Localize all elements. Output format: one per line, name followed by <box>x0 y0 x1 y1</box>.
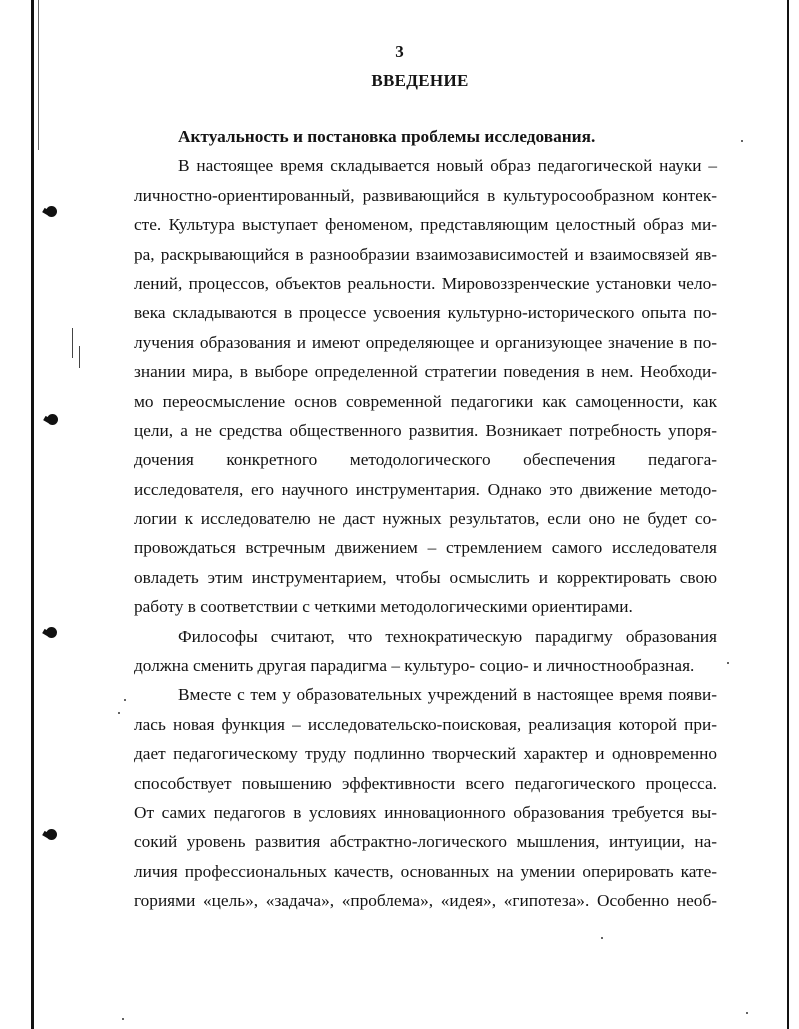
text-line: Философы считают, что технократическую парадигму образования <box>178 626 717 646</box>
text-line: логии к исследователю не даст нужных результатов, если оно не будет со- <box>134 509 717 529</box>
text-line: ра, раскрывающийся в разнообразии взаимозависимостей и взаимосвязей яв- <box>134 244 717 264</box>
scan-speck <box>124 699 126 701</box>
text-line: овладеть этим инструментарием, чтобы осмыслить и корректировать свою <box>134 567 717 587</box>
text-line: дает педагогическому труду подлинно творческий характер и одновременно <box>134 744 717 764</box>
subheading: Актуальность и постановка проблемы исследования. <box>178 127 596 146</box>
text-line: века складываются в процессе усвоения культурно-исторического опыта по- <box>134 303 717 323</box>
text-line: гориями «цель», «задача», «проблема», «идея», «гипотеза». Особенно необ- <box>134 891 717 911</box>
text-line: знании мира, в выборе определенной стратегии поведения в нем. Необходи- <box>134 362 717 382</box>
scan-speck <box>746 1012 748 1014</box>
scan-speck <box>727 662 729 664</box>
binding-hole-mark <box>46 829 57 840</box>
text-line: личностно-ориентированный, развивающийся в культуросообразном контек- <box>134 185 717 205</box>
text-line: провождаться встречным движением – стремлением самого исследователя <box>134 538 717 558</box>
margin-pencil-mark <box>72 328 73 358</box>
section-heading: ВВЕДЕНИЕ <box>371 71 469 90</box>
binding-hole-mark <box>46 206 57 217</box>
text-line: должна сменить другая парадигма – культуро- социо- и личностнообразная. <box>134 656 695 676</box>
text-line: способствует повышению эффективности всего педагогического процесса. <box>134 773 717 793</box>
text-line: личия профессиональных качеств, основанных на умении оперировать кате- <box>134 861 717 881</box>
binding-hole-mark <box>47 414 58 425</box>
scan-speck <box>118 712 120 714</box>
text-line: лась новая функция – исследовательско-поисковая, реализация которой при- <box>134 714 717 734</box>
scan-edge-line-right <box>787 0 789 1029</box>
text-line: От самих педагогов в условиях инновационного образования требуется вы- <box>134 802 717 822</box>
scan-edge-line-left <box>31 0 34 1029</box>
text-line: мо переосмысление основ современной педагогики как самоценности, как <box>134 391 717 411</box>
text-line: В настоящее время складывается новый образ педагогической науки – <box>178 156 717 176</box>
scan-speck <box>122 1018 124 1020</box>
page-number: 3 <box>395 42 404 61</box>
margin-pencil-mark <box>79 346 80 368</box>
scan-speck <box>741 140 743 142</box>
text-line: лений, процессов, объектов реальности. Мировоззренческие установки чело- <box>134 273 717 293</box>
text-line: исследователя, его научного инструментария. Однако это движение методо- <box>134 479 717 499</box>
text-line: лучения образования и имеют определяющее и организующее значение в по- <box>134 332 717 352</box>
body-text <box>134 122 717 916</box>
scan-speck <box>601 937 603 939</box>
text-line: сокий уровень развития абстрактно-логического мышления, интуиции, на- <box>134 832 717 852</box>
text-line: Вместе с тем у образовательных учреждений в настоящее время появи- <box>178 685 717 705</box>
text-line: сте. Культура выступает феноменом, представляющим целостный образ ми- <box>134 215 717 235</box>
text-line: работу в соответствии с четкими методологическими ориентирами. <box>134 597 633 617</box>
binding-hole-mark <box>46 627 57 638</box>
text-line: дочения конкретного методологического обеспечения педагога- <box>134 450 717 470</box>
text-line: цели, а не средства общественного развития. Возникает потребность упоря- <box>134 420 717 440</box>
